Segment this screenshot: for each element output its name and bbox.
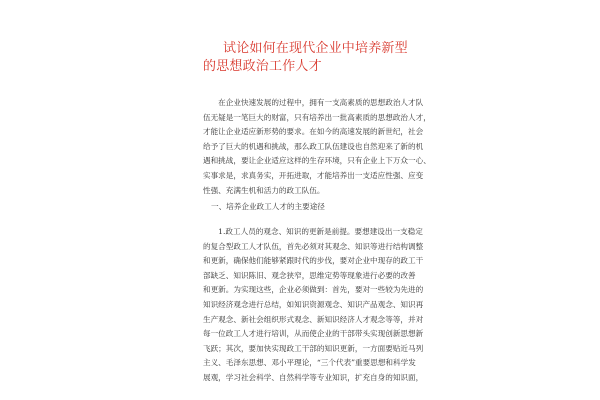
paragraph-line: 每一位政工人才进行培训，从而使企业的干部带头实现创新思想新 — [203, 329, 424, 339]
paragraph-line: 知识经济观念进行总结，如知识资源观念、知识产品观念、知识再 — [203, 299, 424, 309]
paragraph-line: 1.政工人员的观念、知识的更新是前提。要想建设出一支稳定 — [203, 227, 423, 236]
intro-paragraph — [203, 96, 431, 198]
paragraph-line: 性强、充满生机和活力的政工队伍。 — [203, 185, 325, 195]
paragraph-line: 部缺乏、知识陈旧、观念狭窄，思维定势等现象进行必要的改善 — [203, 270, 416, 280]
paragraph-line: 和更新，确保他们能够紧跟时代的步伐，要对企业中现存的政工干 — [203, 256, 424, 266]
body-paragraph — [203, 225, 424, 386]
paragraph-line: 才能让企业适应新形势的要求。在如今的高速发展的新世纪，社会 — [203, 127, 424, 137]
section-heading: 一、培养企业政工人才的主要途径 — [211, 202, 325, 211]
document-title — [203, 40, 433, 76]
paragraph-line: 展观，学习社会科学、自然科学等专业知识，扩充自身的知识面， — [203, 372, 424, 382]
paragraph-line: 和更新。为实现这些，企业必须做到：首先，要对一些较为先进的 — [203, 285, 424, 295]
paragraph-line: 飞跃；其次，要加快实现政工干部的知识更新，一方面要贴近马列 — [203, 343, 424, 353]
title-line-2: 的思想政治工作人才 — [203, 59, 322, 74]
paragraph-line: 给予了巨大的机遇和挑战，那么政工队伍建设也自然迎来了新的机 — [203, 141, 424, 151]
paragraph-line: 在企业快速发展的过程中，拥有一支高素质的思想政治人才队 — [203, 98, 424, 107]
title-line-1: 试论如何在现代企业中培养新型 — [223, 41, 408, 56]
paragraph-line: 主义、毛泽东思想、邓小平理论，“三个代表”重要思想和科学发 — [203, 358, 416, 368]
paragraph-line: 遇和挑战，要让企业适应这样的生存环境，只有企业上下万众一心、 — [203, 156, 431, 166]
paragraph-line: 生产观念、新社会组织形式观念、新知识经济人才观念等等，并对 — [203, 314, 424, 324]
paragraph-line: 伍无疑是一笔巨大的财富，只有培养出一批高素质的思想政治人才， — [203, 112, 431, 122]
paragraph-line: 实事求是，求真务实，开拓进取，才能培养出一支适应性强、应变 — [203, 170, 424, 180]
paragraph-line: 的复合型政工人才队伍，首先必须对其观念、知识等进行结构调整 — [203, 241, 424, 251]
